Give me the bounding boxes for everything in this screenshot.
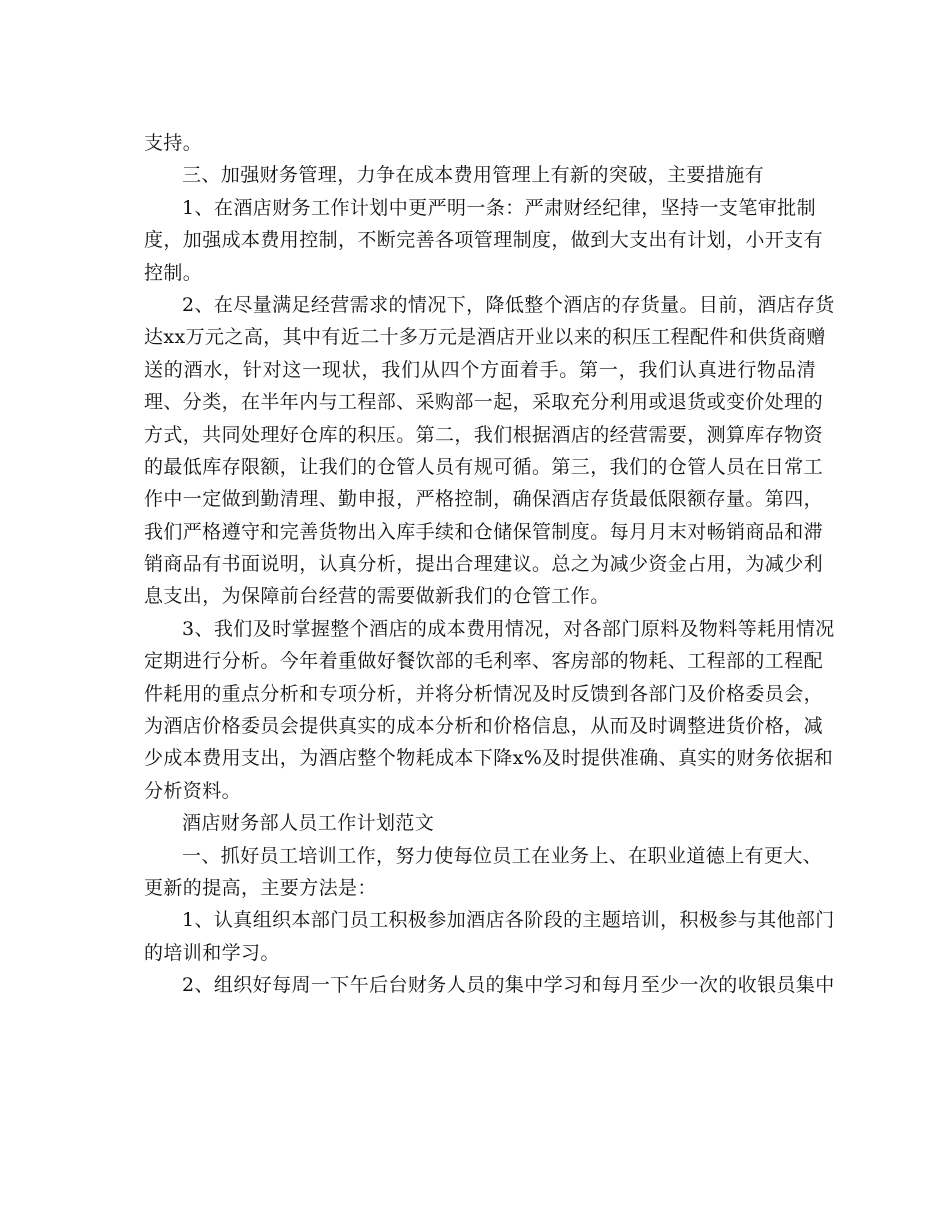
- paragraph: [144, 192, 824, 289]
- text-line: 一、抓好员工培训工作，努力使每位员工在业务上、在职业道德上有更大、: [182, 844, 823, 867]
- text-line: 2、在尽量满足经营需求的情况下，降低整个酒店的存货量。目前，酒店存货: [182, 293, 835, 316]
- text-line: 作中一定做到勤清理、勤申报，严格控制，确保酒店存货最低限额存量。第四，: [144, 488, 824, 511]
- text-line: 方式，共同处理好仓库的积压。第二，我们根据酒店的经营需要，测算库存物资: [144, 423, 824, 446]
- paragraph: [144, 613, 835, 807]
- text-line: 度，加强成本费用控制，不断完善各项管理制度，做到大支出有计划，小开支有: [144, 229, 824, 252]
- paragraph: [144, 969, 835, 1001]
- text-line: 控制。: [144, 261, 203, 284]
- text-line: 为酒店价格委员会提供真实的成本分析和价格信息，从而及时调整进货价格，减: [144, 715, 824, 738]
- text-line: 销商品有书面说明，认真分析，提出合理建议。总之为减少资金占用，为减少利: [144, 553, 824, 576]
- text-line: 2、组织好每周一下午后台财务人员的集中学习和每月至少一次的收银员集中: [182, 974, 835, 997]
- document-body: [144, 127, 835, 1002]
- text-line: 支持。: [144, 132, 203, 154]
- text-line: 的培训和学习。: [144, 941, 280, 964]
- text-line: 更新的提高，主要方法是：: [144, 876, 377, 899]
- text-line: 3、我们及时掌握整个酒店的成本费用情况，对各部门原料及物料等耗用情况: [182, 617, 835, 640]
- paragraph: [144, 840, 823, 905]
- text-line: 息支出，为保障前台经营的需要做新我们的仓管工作。: [144, 585, 610, 608]
- paragraph: [144, 289, 835, 613]
- text-line: 定期进行分析。今年着重做好餐饮部的毛利率、客房部的物耗、工程部的工程配: [144, 650, 824, 673]
- text-line: 达xx万元之高，其中有近二十多万元是酒店开业以来的积压工程配件和供货商赠: [144, 326, 826, 349]
- text-line: 酒店财务部人员工作计划范文: [182, 812, 435, 835]
- paragraph: [144, 807, 816, 839]
- text-line: 1、在酒店财务工作计划中更严明一条：严肃财经纪律，坚持一支笔审批制: [182, 196, 816, 219]
- text-line: 少成本费用支出，为酒店整个物耗成本下降x%及时提供准确、真实的财务依据和: [144, 747, 834, 770]
- text-line: 三、加强财务管理，力争在成本费用管理上有新的突破，主要措施有: [182, 164, 765, 187]
- text-line: 理、分类，在半年内与工程部、采购部一起，采取充分利用或退货或变价处理的: [144, 391, 824, 414]
- text-line: 的最低库存限额，让我们的仓管人员有规可循。第三，我们的仓管人员在日常工: [144, 455, 824, 478]
- paragraph: [144, 904, 835, 969]
- paragraph: [144, 159, 816, 191]
- text-line: 我们严格遵守和完善货物出入库手续和仓储保管制度。每月月末对畅销商品和滞: [144, 520, 824, 543]
- text-line: 分析资料。: [144, 779, 242, 802]
- paragraph: [144, 127, 816, 159]
- text-line: 1、认真组织本部门员工积极参加酒店各阶段的主题培训，积极参与其他部门: [182, 909, 835, 932]
- text-line: 件耗用的重点分析和专项分析，并将分析情况及时反馈到各部门及价格委员会，: [144, 682, 824, 705]
- text-line: 送的酒水，针对这一现状，我们从四个方面着手。第一，我们认真进行物品清: [144, 358, 816, 381]
